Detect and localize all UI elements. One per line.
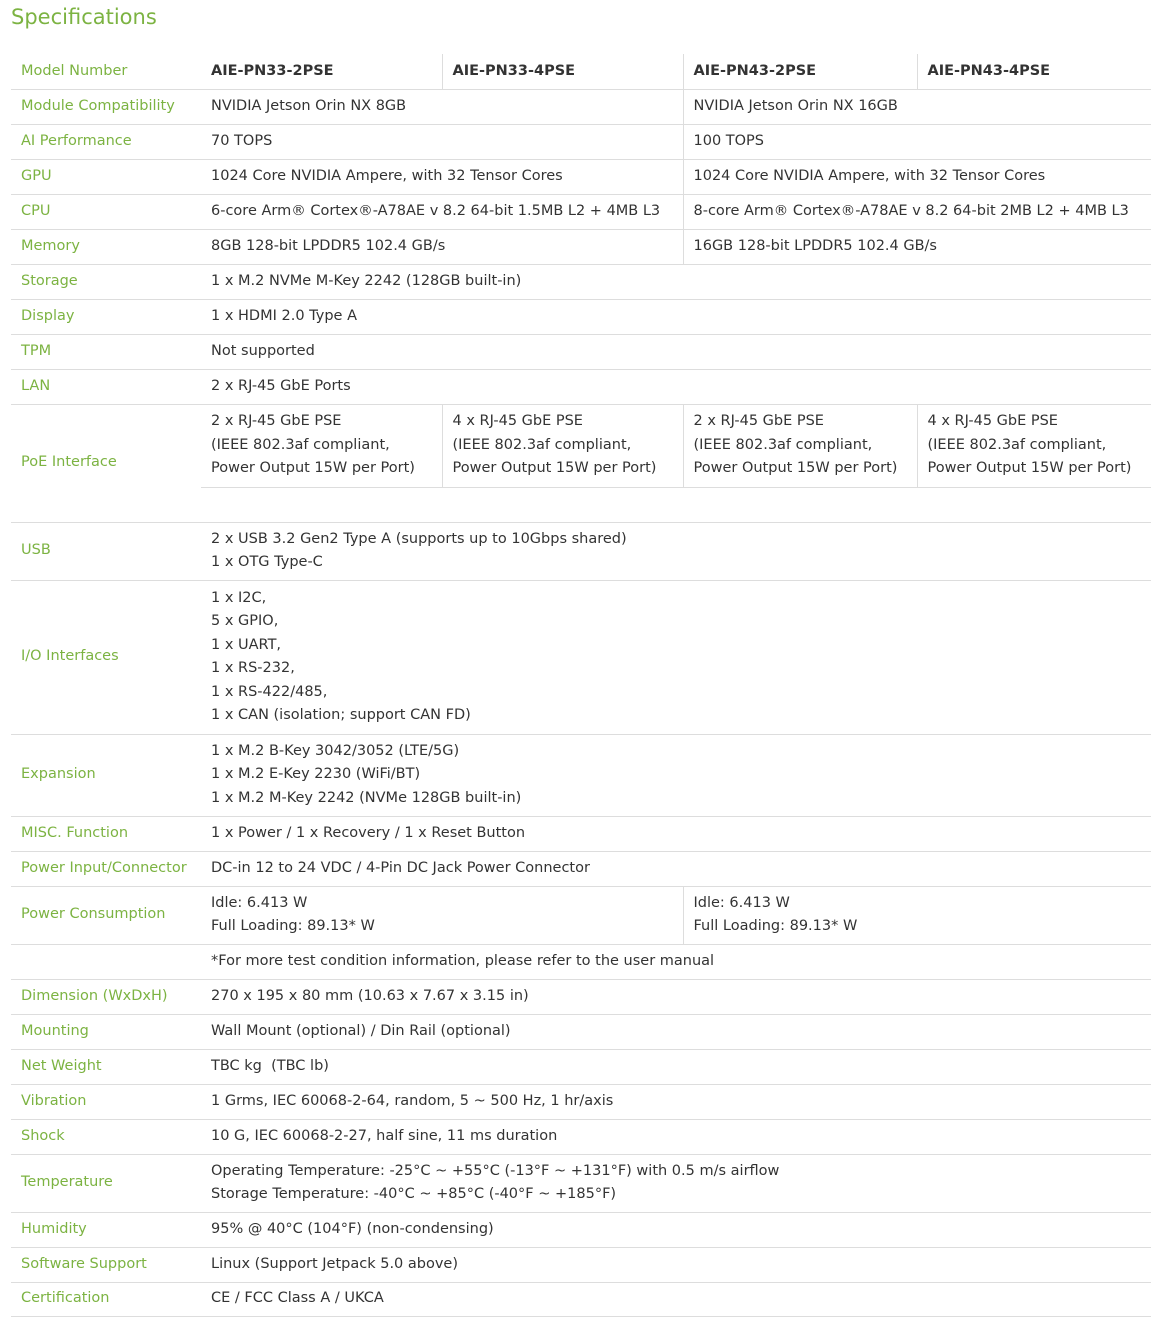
poe-model-3	[683, 404, 917, 487]
row-io-interfaces	[11, 580, 1151, 734]
page-title: Specifications	[11, 5, 157, 29]
row-power-note	[11, 944, 1151, 979]
row-power-input	[11, 851, 1151, 886]
row-expansion	[11, 734, 1151, 816]
expansion-line-3: 1 x M.2 M-Key 2242 (NVMe 128GB built-in)	[211, 789, 522, 806]
weight-value: TBC kg (TBC lb)	[201, 1049, 1151, 1084]
poe-4-line-3: Power Output 15W per Port)	[927, 460, 1132, 477]
software-value: Linux (Support Jetpack 5.0 above)	[201, 1247, 1151, 1282]
power-input-value: DC-in 12 to 24 VDC / 4-Pin DC Jack Power Connector	[201, 851, 1151, 886]
poe-3-line-1: 2 x RJ-45 GbE PSE	[693, 413, 824, 430]
label-tpm: TPM	[11, 334, 201, 369]
row-shock	[11, 1119, 1151, 1154]
power-note-label-spacer	[11, 944, 201, 979]
io-line-2: 5 x GPIO,	[211, 613, 279, 629]
label-ai-performance: AI Performance	[11, 124, 201, 159]
row-power-consumption	[11, 886, 1151, 944]
expansion-line-1: 1 x M.2 B-Key 3042/3052 (LTE/5G)	[211, 742, 460, 759]
row-misc-function	[11, 816, 1151, 851]
poe-3-line-3: Power Output 15W per Port)	[693, 460, 898, 477]
label-temperature: Temperature	[11, 1154, 201, 1212]
label-software-support: Software Support	[11, 1247, 201, 1282]
tpm-value: Not supported	[201, 334, 1151, 369]
label-power-input: Power Input/Connector	[11, 851, 201, 886]
row-storage	[11, 264, 1151, 299]
row-software-support	[11, 1247, 1151, 1282]
power-pn43-full: Full Loading: 89.13* W	[693, 918, 858, 934]
label-memory: Memory	[11, 229, 201, 264]
display-value: 1 x HDMI 2.0 Type A	[201, 299, 1151, 334]
gpu-pn33: 1024 Core NVIDIA Ampere, with 32 Tensor Cores	[201, 159, 683, 194]
row-net-weight	[11, 1049, 1151, 1084]
power-note: *For more test condition information, please refer to the user manual	[201, 944, 1151, 979]
poe-2-line-1: 4 x RJ-45 GbE PSE	[452, 413, 583, 430]
certification-value: CE / FCC Class A / UKCA	[201, 1282, 1151, 1316]
ai-pn43: 100 TOPS	[683, 124, 1151, 159]
model-4: AIE-PN43-4PSE	[917, 54, 1151, 89]
io-line-1: 1 x I2C,	[211, 589, 267, 606]
module-pn43: NVIDIA Jetson Orin NX 16GB	[683, 89, 1151, 124]
label-poe-interface: PoE Interface	[11, 404, 201, 522]
row-lan	[11, 369, 1151, 404]
power-consumption-pn33	[201, 886, 683, 944]
temperature-value	[201, 1154, 1151, 1212]
usb-line-1: 2 x USB 3.2 Gen2 Type A (supports up to 10Gbps shared)	[211, 530, 627, 547]
model-3: AIE-PN43-2PSE	[683, 54, 917, 89]
row-memory	[11, 229, 1151, 264]
poe-model-1	[201, 404, 442, 487]
io-value	[201, 580, 1151, 734]
label-lan: LAN	[11, 369, 201, 404]
shock-value: 10 G, IEC 60068-2-27, half sine, 11 ms duration	[201, 1119, 1151, 1154]
lan-value: 2 x RJ-45 GbE Ports	[201, 369, 1151, 404]
power-pn33-full: Full Loading: 89.13* W	[211, 918, 375, 934]
label-dimension: Dimension (WxDxH)	[11, 979, 201, 1014]
label-model-number: Model Number	[11, 54, 201, 89]
row-poe-interface	[11, 404, 1151, 487]
module-pn33: NVIDIA Jetson Orin NX 8GB	[201, 89, 683, 124]
poe-3-line-2: (IEEE 802.3af compliant,	[693, 436, 873, 453]
gpu-pn43: 1024 Core NVIDIA Ampere, with 32 Tensor Cores	[683, 159, 1151, 194]
row-tpm	[11, 334, 1151, 369]
specifications-table	[11, 54, 1151, 1317]
cpu-pn43: 8-core Arm® Cortex®-A78AE v 8.2 64-bit 2MB L2 + 4MB L3	[683, 194, 1151, 229]
temperature-storage: Storage Temperature: -40°C ~ +85°C (-40°F ~ +185°F)	[211, 1186, 617, 1202]
mounting-value: Wall Mount (optional) / Din Rail (optional)	[201, 1014, 1151, 1049]
poe-4-line-1: 4 x RJ-45 GbE PSE	[927, 413, 1058, 430]
memory-pn43: 16GB 128-bit LPDDR5 102.4 GB/s	[683, 229, 1151, 264]
power-pn33-idle: Idle: 6.413 W	[211, 894, 308, 911]
label-misc-function: MISC. Function	[11, 816, 201, 851]
label-cpu: CPU	[11, 194, 201, 229]
poe-4-line-2: (IEEE 802.3af compliant,	[927, 436, 1107, 453]
misc-value: 1 x Power / 1 x Recovery / 1 x Reset Button	[201, 816, 1151, 851]
power-pn43-idle: Idle: 6.413 W	[693, 894, 790, 911]
label-vibration: Vibration	[11, 1084, 201, 1119]
row-model-number	[11, 54, 1151, 89]
io-line-3: 1 x UART,	[211, 636, 282, 653]
cpu-pn33: 6-core Arm® Cortex®-A78AE v 8.2 64-bit 1.5MB L2 + 4MB L3	[201, 194, 683, 229]
label-io-interfaces: I/O Interfaces	[11, 580, 201, 734]
vibration-value: 1 Grms, IEC 60068-2-64, random, 5 ~ 500 Hz, 1 hr/axis	[201, 1084, 1151, 1119]
row-temperature	[11, 1154, 1151, 1212]
poe-2-line-2: (IEEE 802.3af compliant,	[452, 436, 632, 453]
poe-1-line-1: 2 x RJ-45 GbE PSE	[211, 413, 342, 430]
row-vibration	[11, 1084, 1151, 1119]
label-mounting: Mounting	[11, 1014, 201, 1049]
label-shock: Shock	[11, 1119, 201, 1154]
row-ai-performance	[11, 124, 1151, 159]
label-display: Display	[11, 299, 201, 334]
io-line-4: 1 x RS-232,	[211, 660, 295, 676]
expansion-value	[201, 734, 1151, 816]
ai-pn33: 70 TOPS	[201, 124, 683, 159]
row-module-compatibility	[11, 89, 1151, 124]
expansion-line-2: 1 x M.2 E-Key 2230 (WiFi/BT)	[211, 766, 421, 783]
dimension-value: 270 x 195 x 80 mm (10.63 x 7.67 x 3.15 in)	[201, 979, 1151, 1014]
label-power-consumption: Power Consumption	[11, 886, 201, 944]
usb-value	[201, 522, 1151, 580]
model-2: AIE-PN33-4PSE	[442, 54, 683, 89]
poe-model-4	[917, 404, 1151, 487]
label-humidity: Humidity	[11, 1212, 201, 1247]
row-gpu	[11, 159, 1151, 194]
io-line-6: 1 x CAN (isolation; support CAN FD)	[211, 707, 471, 723]
label-usb: USB	[11, 522, 201, 580]
model-1: AIE-PN33-2PSE	[201, 54, 442, 89]
row-mounting	[11, 1014, 1151, 1049]
label-certification: Certification	[11, 1282, 201, 1316]
label-expansion: Expansion	[11, 734, 201, 816]
poe-1-line-2: (IEEE 802.3af compliant,	[211, 436, 390, 453]
row-humidity	[11, 1212, 1151, 1247]
poe-2-line-3: Power Output 15W per Port)	[452, 460, 657, 477]
label-net-weight: Net Weight	[11, 1049, 201, 1084]
poe-1-line-3: Power Output 15W per Port)	[211, 460, 415, 477]
row-cpu	[11, 194, 1151, 229]
storage-value: 1 x M.2 NVMe M-Key 2242 (128GB built-in)	[201, 264, 1151, 299]
humidity-value: 95% @ 40°C (104°F) (non-condensing)	[201, 1212, 1151, 1247]
row-display	[11, 299, 1151, 334]
memory-pn33: 8GB 128-bit LPDDR5 102.4 GB/s	[201, 229, 683, 264]
poe-model-2	[442, 404, 683, 487]
temperature-operating: Operating Temperature: -25°C ~ +55°C (-13°F ~ +131°F) with 0.5 m/s airflow	[211, 1162, 780, 1179]
usb-line-2: 1 x OTG Type-C	[211, 554, 323, 570]
power-consumption-pn43	[683, 886, 1151, 944]
label-gpu: GPU	[11, 159, 201, 194]
poe-spacer	[201, 487, 1151, 522]
io-line-5: 1 x RS-422/485,	[211, 683, 328, 700]
row-dimension	[11, 979, 1151, 1014]
label-storage: Storage	[11, 264, 201, 299]
row-usb	[11, 522, 1151, 580]
label-module-compatibility: Module Compatibility	[11, 89, 201, 124]
